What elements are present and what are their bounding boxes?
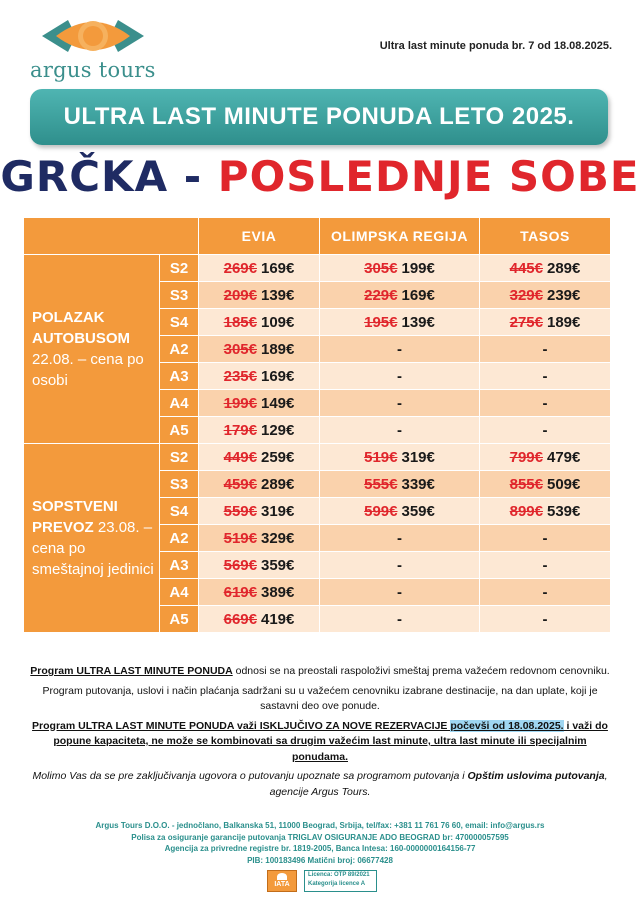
price-cell-evia (199, 525, 320, 552)
price-cell-evia (199, 417, 320, 444)
new-price: 239€ (547, 286, 581, 304)
price-cell-evia (199, 282, 320, 309)
room-code: A3 (160, 363, 199, 390)
company-footer (30, 820, 610, 866)
old-price: 855€ (509, 475, 543, 493)
new-price: 139€ (401, 313, 435, 331)
new-price: 169€ (401, 286, 435, 304)
price-cell-tasos (480, 282, 611, 309)
price-unavailable: - (542, 421, 548, 439)
price-unavailable: - (397, 556, 402, 574)
price-cell-evia (199, 579, 320, 606)
new-price: 289€ (261, 475, 295, 493)
old-price: 179€ (223, 421, 257, 439)
price-cell-olimp (320, 471, 480, 498)
table-row (24, 444, 611, 471)
column-header-olimpska-regija: OLIMPSKA REGIJA (320, 218, 480, 255)
price-cell-olimp (320, 606, 480, 633)
old-price: 185€ (223, 313, 257, 331)
room-code: S2 (160, 255, 199, 282)
footer-badges (0, 870, 640, 892)
old-price: 519€ (223, 529, 257, 547)
room-code: S3 (160, 282, 199, 309)
new-price: 259€ (261, 448, 295, 466)
price-cell-olimp (320, 390, 480, 417)
license-category: Kategorija licence A (308, 881, 366, 887)
price-cell-tasos (480, 579, 611, 606)
old-price: 305€ (364, 259, 398, 277)
price-cell-olimp (320, 525, 480, 552)
footer-line-2: Polisa za osiguranje garancije putovanja TRIGLAV OSIGURANJE ADO BEOGRAD br: 470000057595 (131, 832, 509, 842)
room-code: A2 (160, 525, 199, 552)
new-price: 189€ (261, 340, 295, 358)
old-price: 305€ (223, 340, 257, 358)
headline-country: GRČKA (0, 152, 169, 201)
old-price: 559€ (223, 502, 257, 520)
new-price: 169€ (261, 367, 295, 385)
note-1-text: odnosi se na preostali raspoloživi smeštaj prema važećem redovnom cenovniku. (232, 665, 610, 677)
old-price: 569€ (223, 556, 257, 574)
room-code: S4 (160, 498, 199, 525)
price-cell-evia (199, 444, 320, 471)
new-price: 139€ (261, 286, 295, 304)
old-price: 209€ (223, 286, 257, 304)
price-unavailable: - (542, 394, 548, 412)
table-row (24, 255, 611, 282)
price-cell-evia (199, 255, 320, 282)
room-code: A2 (160, 336, 199, 363)
price-unavailable: - (397, 529, 402, 547)
old-price: 195€ (364, 313, 398, 331)
price-cell-olimp (320, 417, 480, 444)
price-cell-evia (199, 498, 320, 525)
price-cell-evia (199, 336, 320, 363)
old-price: 329€ (509, 286, 543, 304)
new-price: 289€ (547, 259, 581, 277)
group-label-detail: 22.08. – cena po osobi (32, 351, 144, 389)
note-1-title: Program ULTRA LAST MINUTE PONUDA (30, 665, 233, 677)
price-cell-tasos (480, 309, 611, 336)
price-unavailable: - (397, 394, 402, 412)
license-badge (304, 870, 377, 892)
price-cell-tasos (480, 417, 611, 444)
price-cell-tasos (480, 498, 611, 525)
price-unavailable: - (397, 610, 402, 628)
room-code: S2 (160, 444, 199, 471)
new-price: 389€ (261, 583, 295, 601)
price-cell-evia (199, 606, 320, 633)
price-unavailable: - (542, 529, 548, 547)
brand-logo (28, 14, 158, 86)
note-3-text-a: Program ULTRA LAST MINUTE PONUDA važi ISKLJUČIVO ZA NOVE REZERVACIJE (32, 719, 451, 732)
room-code: A5 (160, 606, 199, 633)
price-unavailable: - (397, 583, 402, 601)
group-label (24, 444, 160, 633)
old-price: 799€ (509, 448, 543, 466)
price-unavailable: - (542, 367, 548, 385)
old-price: 519€ (364, 448, 398, 466)
new-price: 359€ (261, 556, 295, 574)
price-unavailable: - (542, 340, 548, 358)
note-4 (30, 769, 610, 800)
price-cell-tasos (480, 525, 611, 552)
room-code: A4 (160, 390, 199, 417)
iata-badge: IATA (267, 870, 297, 892)
note-4-text-a: Molimo Vas da se pre zaključivanja ugovora o putovanju upoznate sa programom putovanja i (32, 770, 468, 782)
room-code: S3 (160, 471, 199, 498)
old-price: 269€ (223, 259, 257, 277)
old-price: 899€ (509, 502, 543, 520)
room-code: S4 (160, 309, 199, 336)
banner-title: ULTRA LAST MINUTE PONUDA LETO 2025. (30, 89, 608, 145)
old-price: 229€ (364, 286, 398, 304)
note-4-text-b: , agencije Argus Tours. (269, 770, 608, 798)
price-table (23, 217, 611, 633)
price-cell-tasos (480, 255, 611, 282)
new-price: 509€ (547, 475, 581, 493)
old-price: 445€ (509, 259, 543, 277)
price-unavailable: - (542, 583, 548, 601)
old-price: 669€ (223, 610, 257, 628)
price-unavailable: - (397, 421, 402, 439)
room-code: A3 (160, 552, 199, 579)
price-cell-tasos (480, 336, 611, 363)
price-cell-olimp (320, 552, 480, 579)
price-cell-olimp (320, 336, 480, 363)
headline-separator: - (168, 152, 218, 201)
price-unavailable: - (397, 340, 402, 358)
price-cell-olimp (320, 282, 480, 309)
price-cell-olimp (320, 363, 480, 390)
old-price: 555€ (364, 475, 398, 493)
new-price: 199€ (401, 259, 435, 277)
new-price: 319€ (261, 502, 295, 520)
brand-name: argus tours (30, 58, 156, 82)
old-price: 599€ (364, 502, 398, 520)
footer-line-1: Argus Tours D.O.O. - jednočlano, Balkanska 51, 11000 Beograd, Srbija, tel/fax: +381 11 761 76 60, email: info@argus.rs (95, 821, 545, 830)
note-3-highlight: počevši od 18.08.2025. (450, 719, 564, 732)
price-cell-olimp (320, 498, 480, 525)
new-price: 189€ (547, 313, 581, 331)
price-cell-olimp (320, 444, 480, 471)
old-price: 459€ (223, 475, 257, 493)
table-header-row (24, 218, 611, 255)
note-3-text-b: i važi do popune kapaciteta, ne može se kombinovati sa drugim važećim last minute, ultra last minute ili specijalnim ponudama. (53, 719, 608, 763)
footer-line-3: Agencija za privredne registre br. 1819-2005, Banca Intesa: 160-0000000164156-77 (164, 844, 476, 853)
new-price: 319€ (401, 448, 435, 466)
offer-notes (30, 664, 610, 804)
price-cell-evia (199, 309, 320, 336)
price-cell-tasos (480, 471, 611, 498)
footer-line-4: PIB: 100183496 Matični broj: 06677428 (247, 855, 393, 865)
note-1 (30, 664, 610, 680)
new-price: 109€ (261, 313, 295, 331)
group-label (24, 255, 160, 444)
price-cell-evia (199, 471, 320, 498)
new-price: 539€ (547, 502, 581, 520)
price-cell-tasos (480, 552, 611, 579)
price-cell-tasos (480, 390, 611, 417)
new-price: 169€ (261, 259, 295, 277)
price-cell-olimp (320, 309, 480, 336)
old-price: 619€ (223, 583, 257, 601)
offer-reference: Ultra last minute ponuda br. 7 od 18.08.2025. (379, 40, 612, 52)
price-unavailable: - (542, 556, 548, 574)
room-code: A5 (160, 417, 199, 444)
note-2: Program putovanja, uslovi i način plaćanja sadržani su u važećem cenovniku izabrane destinacije, na dan uplate, koji je sastavni deo ove ponude. (42, 684, 598, 712)
price-cell-evia (199, 390, 320, 417)
new-price: 129€ (261, 421, 295, 439)
new-price: 419€ (261, 610, 295, 628)
price-unavailable: - (397, 367, 402, 385)
new-price: 339€ (401, 475, 435, 493)
eye-sun-logo-icon (38, 14, 148, 58)
page-headline (0, 152, 640, 201)
note-4-bold: Opštim uslovima putovanja (467, 770, 605, 782)
price-cell-evia (199, 363, 320, 390)
price-cell-olimp (320, 579, 480, 606)
group-label-bold: SOPSTVENI PREVOZ (32, 498, 118, 536)
column-header-tasos: TASOS (480, 218, 611, 255)
old-price: 449€ (223, 448, 257, 466)
price-cell-evia (199, 552, 320, 579)
price-cell-tasos (480, 363, 611, 390)
new-price: 149€ (261, 394, 295, 412)
license-number: Licenca: OTP 89/2021 (308, 872, 370, 878)
note-3 (30, 719, 610, 766)
new-price: 359€ (401, 502, 435, 520)
price-cell-tasos (480, 444, 611, 471)
column-header-evia: EVIA (199, 218, 320, 255)
new-price: 479€ (547, 448, 581, 466)
old-price: 199€ (223, 394, 257, 412)
header-blank (24, 218, 199, 255)
new-price: 329€ (261, 529, 295, 547)
price-cell-olimp (320, 255, 480, 282)
room-code: A4 (160, 579, 199, 606)
old-price: 235€ (223, 367, 257, 385)
price-cell-tasos (480, 606, 611, 633)
headline-subtitle: POSLEDNJE SOBE (217, 152, 640, 201)
group-label-bold: POLAZAK AUTOBUSOM (32, 309, 131, 347)
price-unavailable: - (542, 610, 548, 628)
group-label-detail: 23.08. – cena po smeštajnoj jedinici (32, 519, 154, 578)
old-price: 275€ (509, 313, 543, 331)
